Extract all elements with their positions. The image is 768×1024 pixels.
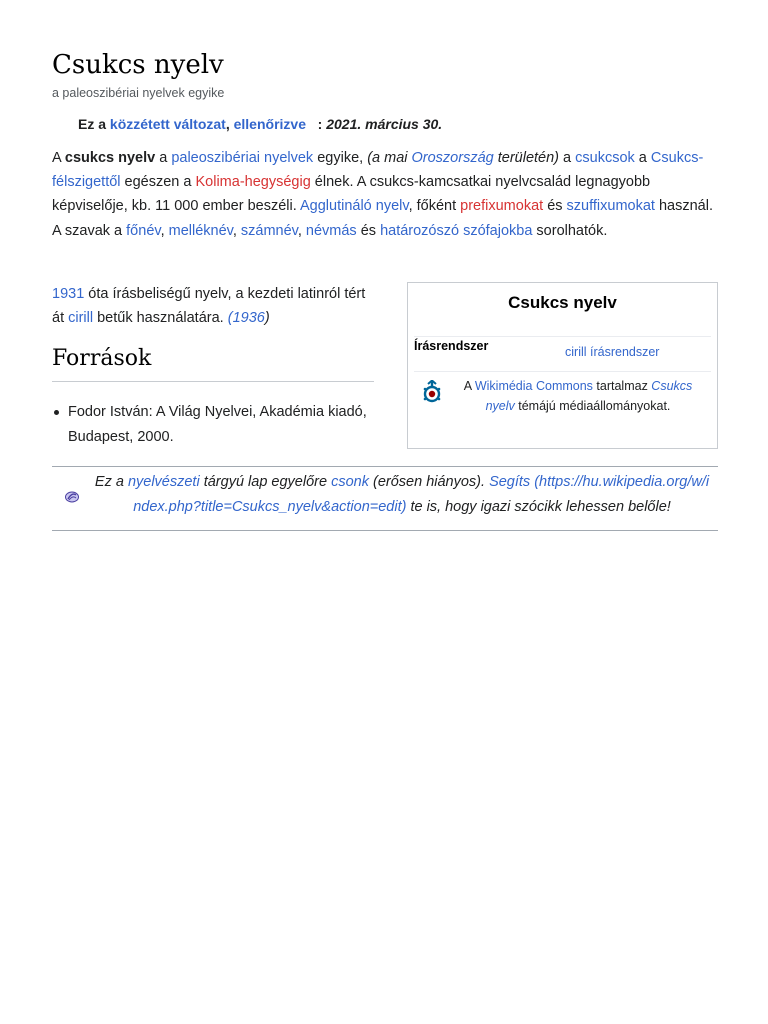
published-version-link[interactable]: közzétett változat [109,116,226,132]
sources-list [52,400,374,449]
checked-link[interactable]: ellenőrizve [233,116,306,132]
link-commons-topic[interactable]: Csukcs nyelv [485,379,693,413]
link-chukchi-people[interactable]: csukcsok [575,150,635,166]
divider [414,336,711,337]
flagged-revision-notice: Ez a közzétett változat, ellenőrizve : 2021. március 30. [78,116,443,132]
link-noun[interactable]: főnév [126,222,161,239]
wikimedia-commons-icon [421,380,443,404]
commons-text: A Wikimédia Commons tartalmaz Csukcs nyelv témájú médiaállományokat. [463,379,693,413]
bold-term: csukcs nyelv [64,150,156,166]
link-prefixes[interactable]: prefixumokat [460,198,544,215]
divider [414,371,711,372]
link-suffixes[interactable]: szuffixumokat [566,198,655,215]
link-russia[interactable]: Oroszország [411,150,494,166]
link-pronoun[interactable]: névmás [305,222,357,239]
link-edit-help[interactable]: Segíts (https://hu.wikipedia.org/w/index.php?title=Csukcs_nyelv&action=edit) [133,474,710,515]
linguistics-icon [64,489,80,505]
link-chukchi-peninsula[interactable]: Csukcs-félszigettől [52,150,704,191]
flagged-date: 2021. március 30. [326,116,443,132]
writing-paragraph: 1931 óta írásbeliségű nyelv, a kezdeti latinról tért át cirill betűk használatára. (1936) [52,286,366,326]
infobox-label-writing-system: Írásrendszer [414,339,489,353]
intro-paragraph: A csukcs nyelv a paleoszibériai nyelvek egyike, (a mai Oroszország területén) a csukcsok a Csukcs-félszigettől egészen a Kolima-hegységig élnek. A csukcs-kamcsatkai nyelvcsalád legnagyobb képviselője, kb. 11 000 ember beszéli. Agglutináló nyelv, főként prefixumokat és szuffixumokat használ. A szavak a főnév, melléknév, számnév, névmás és határozószó szófajokba sorolhatók. [52,150,713,239]
link-numeral[interactable]: számnév [240,222,298,239]
page-subtitle: a paleoszibériai nyelvek egyike [52,86,225,100]
link-agglutinative[interactable]: Agglutináló nyelv [300,198,409,215]
link-cyrillic[interactable]: cirill [68,310,94,326]
infobox-value-writing-system[interactable]: cirill írásrendszer [565,345,660,359]
link-stub[interactable]: csonk [331,474,369,490]
sources-heading: Források [52,346,374,382]
infobox [407,282,718,449]
link-wikimedia-commons[interactable]: Wikimédia Commons [474,379,593,393]
stub-notice-text: Ez a nyelvészeti tárgyú lap egyelőre csonk (erősen hiányos). Segíts (https://hu.wikipedia.org/w/index.php?title=Csukcs_nyelv&action=edit) te is, hogy igazi szócikk lehessen belőle! [94,474,710,515]
infobox-title: Csukcs nyelv [508,293,617,312]
link-year-1931[interactable]: 1931 [52,286,85,302]
page-title: Csukcs nyelv [52,50,224,80]
link-paleosiberian[interactable]: paleoszibériai nyelvek [171,150,314,166]
link-adverb-pos[interactable]: határozószó szófajokba [380,222,533,239]
link-kolyma[interactable]: Kolima-hegységig [195,174,311,191]
link-year-1936[interactable]: 1936 [232,310,265,326]
link-adjective[interactable]: melléknév [168,222,233,239]
list-item: Fodor István: A Világ Nyelvei, Akadémia kiadó, Budapest, 2000. [52,400,374,449]
link-linguistics[interactable]: nyelvészeti [127,474,200,490]
stub-notice [52,466,718,531]
